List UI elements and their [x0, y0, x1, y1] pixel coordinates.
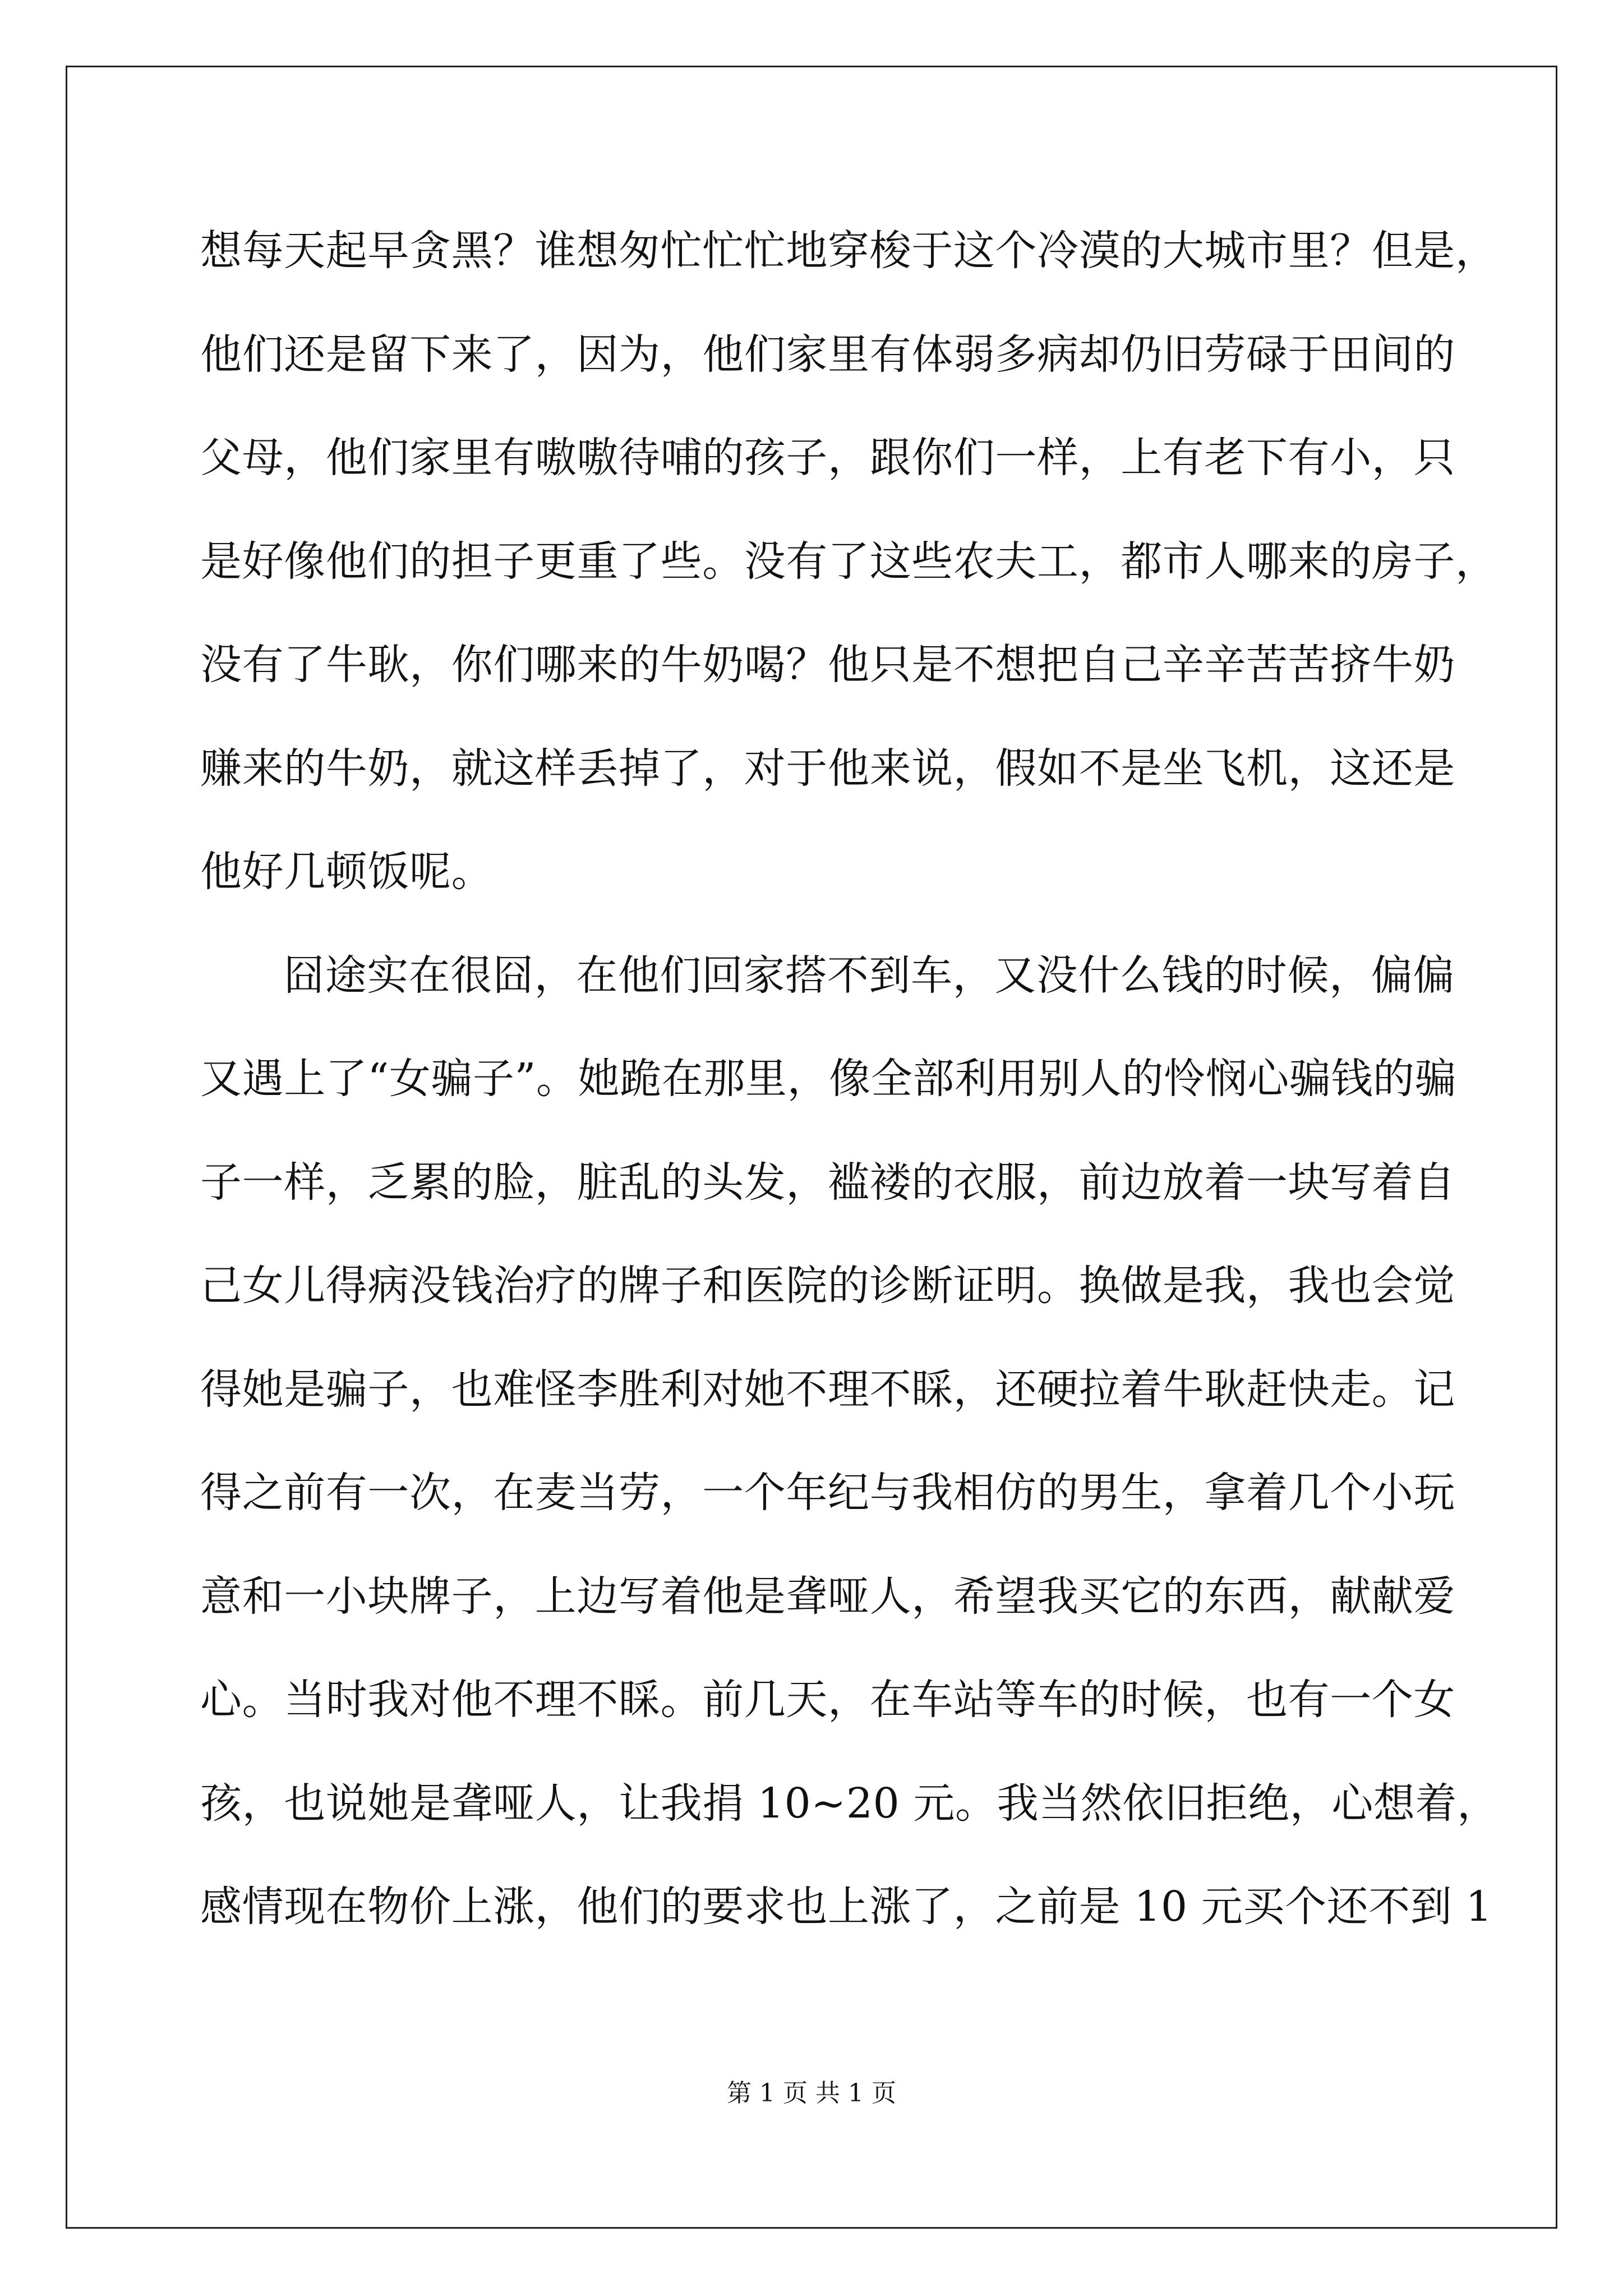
text-line: 囧途实在很囧，在他们回家搭不到车，又没什么钱的时候，偏偏 [283, 951, 1455, 1000]
text-line: 他们还是留下来了，因为，他们家里有体弱多病却仍旧劳碌于田间的 [200, 330, 1455, 379]
text-line: 得她是骗子，也难怪李胜利对她不理不睬，还硬拉着牛耿赶快走。记 [200, 1365, 1455, 1414]
text-line: 想每天起早贪黑？谁想匆忙忙忙地穿梭于这个冷漠的大城市里？但是， [200, 227, 1497, 275]
text-line: 得之前有一次，在麦当劳，一个年纪与我相仿的男生，拿着几个小玩 [200, 1469, 1455, 1517]
page-footer: 第 1 页 共 1 页 [727, 2079, 896, 2108]
text-line: 孩，也说她是聋哑人，让我捐 10~20 元。我当然依旧拒绝，心想着， [200, 1779, 1499, 1828]
text-line: 父母，他们家里有嗷嗷待哺的孩子，跟你们一样，上有老下有小，只 [200, 434, 1455, 482]
text-line: 他好几顿饭呢。 [200, 848, 494, 896]
text-line: 没有了牛耿，你们哪来的牛奶喝？他只是不想把自己辛辛苦苦挤牛奶 [200, 641, 1455, 689]
text-line: 又遇上了“女骗子”。她跪在那里，像全部利用别人的怜悯心骗钱的骗 [200, 1055, 1457, 1103]
document-body [200, 199, 1499, 1959]
text-line: 是好像他们的担子更重了些。没有了这些农夫工，都市人哪来的房子， [200, 537, 1497, 586]
text-line: 己女儿得病没钱治疗的牌子和医院的诊断证明。换做是我，我也会觉 [200, 1262, 1455, 1310]
text-line: 心。当时我对他不理不睬。前几天，在车站等车的时候，也有一个女 [200, 1676, 1455, 1724]
text-line: 感情现在物价上涨，他们的要求也上涨了，之前是 10 元买个还不到 1 [200, 1883, 1493, 1931]
text-line: 意和一小块牌子，上边写着他是聋哑人，希望我买它的东西，献献爱 [200, 1572, 1455, 1621]
text-line: 赚来的牛奶，就这样丢掉了，对于他来说，假如不是坐飞机，这还是 [200, 744, 1455, 793]
text-line: 子一样，乏累的脸，脏乱的头发，褴褛的衣服，前边放着一块写着自 [200, 1158, 1455, 1207]
